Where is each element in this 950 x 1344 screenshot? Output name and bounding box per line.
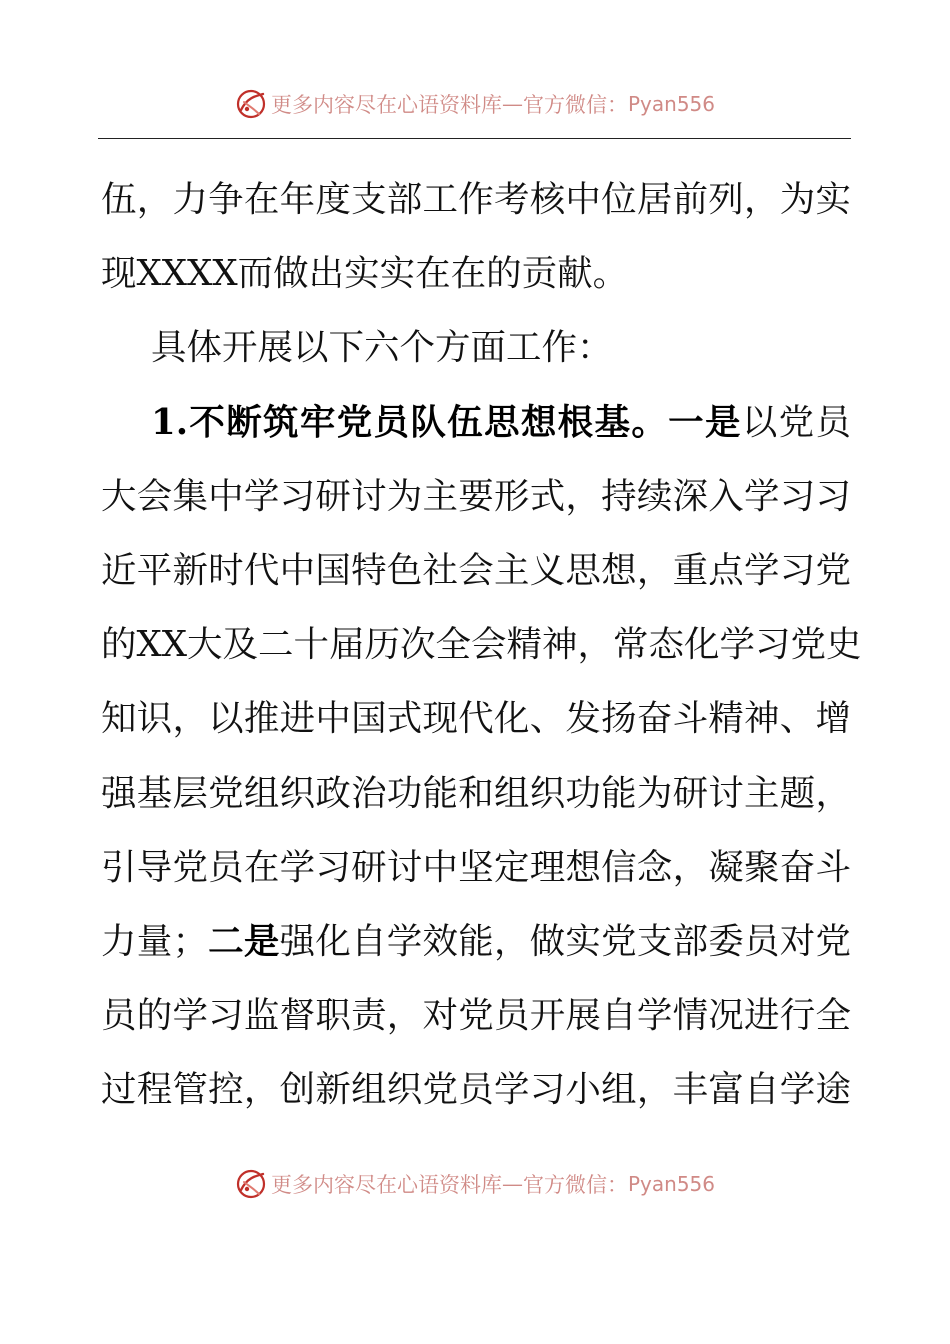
header-dash: —: [501, 92, 523, 116]
body-fragment: 以党员: [741, 401, 851, 443]
header-promo-text: 更多内容尽在心语资料库: [270, 93, 502, 117]
body-line: 现XXXX而做出实实在在的贡献。: [101, 253, 629, 295]
footer-wechat-id: Pyan556: [627, 1172, 715, 1196]
body-line: 近平新时代中国特色社会主义思想，重点学习党: [101, 549, 851, 591]
logo-icon: [235, 88, 267, 120]
section-heading-line: [101, 391, 851, 465]
body-line: 知识，以推进中国式现代化、发扬奋斗精神、增: [101, 698, 851, 740]
footer-banner: [0, 1164, 950, 1204]
item-marker: 一是: [668, 401, 742, 443]
body-line: 过程管控，创新组织党员学习小组，丰富自学途: [101, 1069, 851, 1111]
body-line: 的XX大及二十届历次全会精神，常态化学习党史: [101, 624, 862, 666]
body-fragment: 力量；: [101, 920, 208, 962]
logo-icon: [235, 1168, 267, 1200]
body-line: 伍，力争在年度支部工作考核中位居前列，为实: [101, 179, 851, 220]
header-banner: [0, 84, 950, 124]
header-wechat-id: Pyan556: [627, 92, 715, 116]
section-heading: 1.不断筑牢党员队伍思想根基。: [151, 401, 669, 443]
body-line: 员的学习监督职责，对党员开展自学情况进行全: [101, 995, 851, 1037]
header-wechat-label: 官方微信：: [522, 93, 628, 117]
body-line: [101, 910, 851, 984]
body-line: 具体开展以下六个方面工作：: [151, 327, 613, 369]
body-fragment: 强化自学效能，做实党支部委员对党: [279, 920, 851, 962]
footer-wechat-label: 官方微信：: [522, 1173, 628, 1197]
header-divider: [98, 138, 851, 139]
document-body: [101, 168, 862, 1132]
footer-promo-text: 更多内容尽在心语资料库: [270, 1173, 502, 1197]
footer-dash: —: [501, 1172, 523, 1196]
item-marker: 二是: [207, 920, 280, 962]
body-line: 强基层党组织政治功能和组织功能为研讨主题，: [101, 772, 851, 814]
body-line: 引导党员在学习研讨中坚定理想信念，凝聚奋斗: [101, 846, 851, 888]
body-line: 大会集中学习研讨为主要形式，持续深入学习习: [101, 475, 851, 517]
